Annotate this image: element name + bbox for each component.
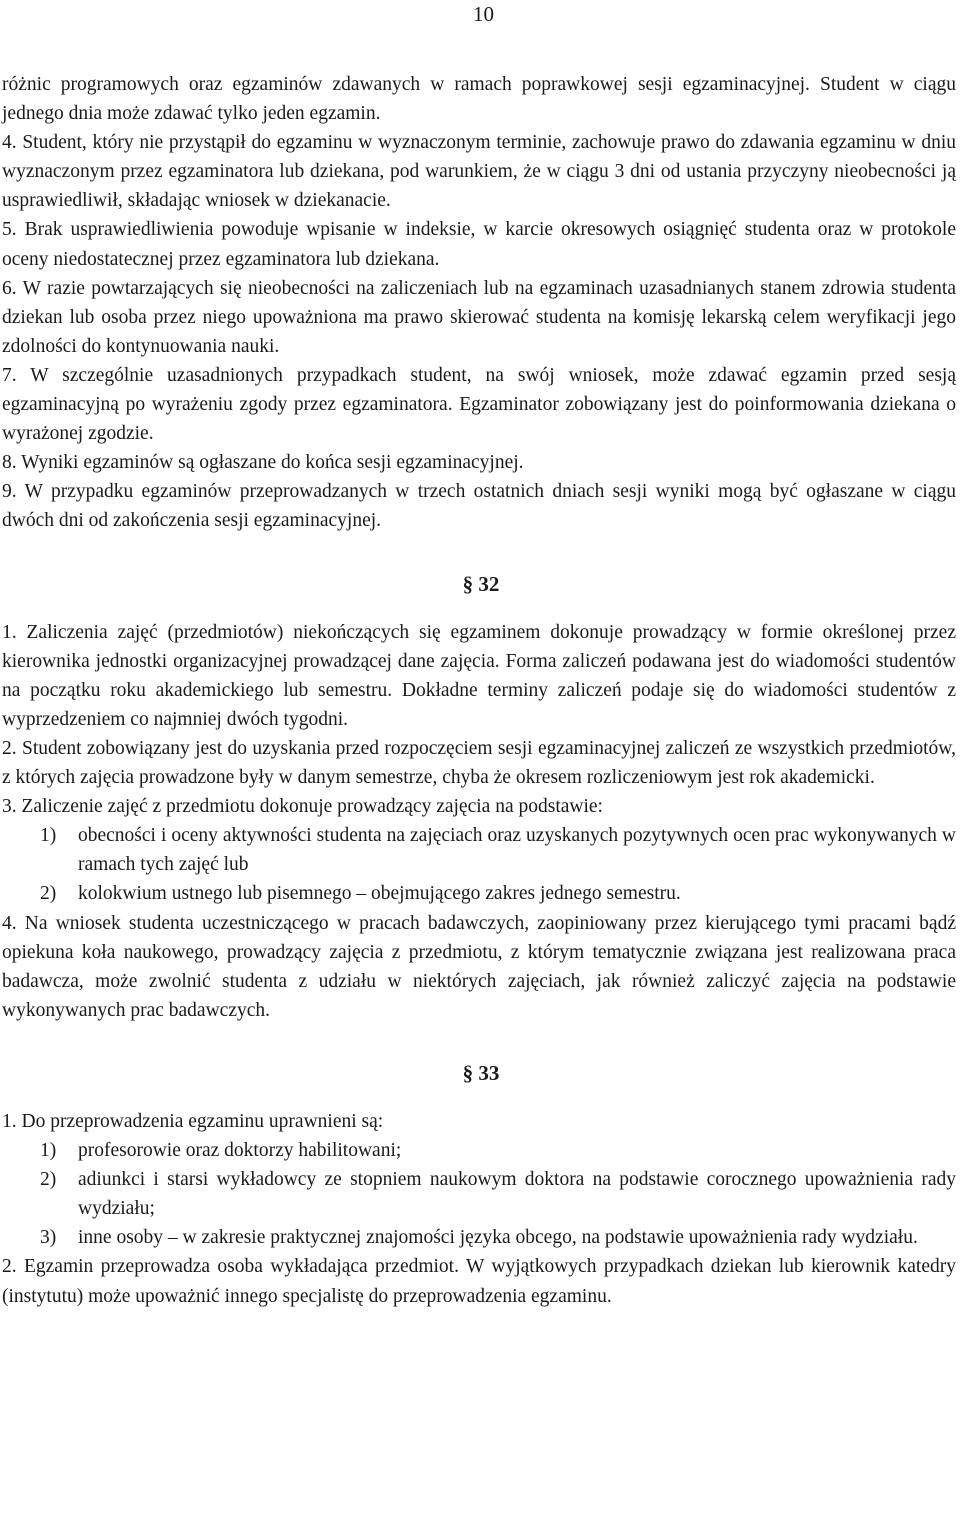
list-item-text: obecności i oceny aktywności studenta na zajęciach oraz uzyskanych pozytywnych ocen prac wykonywanych w ramach tych zajęć lub	[78, 825, 956, 876]
list-item	[2, 1165, 956, 1223]
document-body	[2, 70, 956, 1311]
page-number: 10	[473, 2, 494, 26]
section32-paragraph-4: 4. Na wniosek studenta uczestniczącego w pracach badawczych, zaopiniowany przez kierującego tymi pracami bądź opiekuna koła naukowego, prowadzący zajęcia z przedmiotu, z którym tematycznie związana jest realizowana praca badawcza, może zwolnić studenta z udziału w niektórych zajęciach, jak również zaliczyć zajęcia na podstawie wykonywanych prac badawczych.	[2, 912, 956, 1021]
paragraph-continuation: różnic programowych oraz egzaminów zdawanych w ramach poprawkowej sesji egzaminacyjnej. Student w ciągu jednego dnia może zdawać tylko jeden egzamin.	[2, 74, 956, 125]
list-item-number: 2)	[40, 883, 57, 905]
section-heading-33: § 33	[462, 1060, 500, 1085]
section33-paragraph-1: 1. Do przeprowadzenia egzaminu uprawnieni są:	[2, 1111, 384, 1132]
section33-paragraph-2: 2. Egzamin przeprowadza osoba wykładająca przedmiot. W wyjątkowych przypadkach dziekan lub kierownik katedry (instytutu) może upoważnić innego specjalistę do przeprowadzenia egzaminu.	[2, 1256, 956, 1307]
list-item	[2, 821, 956, 879]
list-item	[2, 1223, 956, 1252]
paragraph-item-4: 4. Student, który nie przystąpił do egzaminu w wyznaczonym terminie, zachowuje prawo do zdawania egzaminu w dniu wyznaczonym przez egzaminatora lub dziekana, pod warunkiem, że w ciągu 3 dni od ustania przyczyny nieobecności ją usprawiedliwił, składając wniosek w dziekanacie.	[2, 132, 956, 212]
list-item-text: profesorowie oraz doktorzy habilitowani;	[78, 1140, 402, 1162]
list-item-number: 1)	[40, 825, 57, 847]
paragraph-item-6: 6. W razie powtarzających się nieobecności na zaliczeniach lub na egzaminach uzasadnianych stanem zdrowia studenta dziekan lub osoba przez niego upoważniona ma prawo skierować studenta na komisję lekarską celem weryfikacji jego zdolności do kontynuowania nauki.	[2, 277, 956, 357]
section32-paragraph-2: 2. Student zobowiązany jest do uzyskania przed rozpoczęciem sesji egzaminacyjnej zaliczeń ze wszystkich przedmiotów, z których zajęcia prowadzone były w danym semestrze, chyba że okresem rozliczeniowym jest rok akademicki.	[2, 737, 956, 789]
list-item	[2, 1136, 956, 1165]
section32-paragraph-1: 1. Zaliczenia zajęć (przedmiotów) niekończących się egzaminem dokonuje prowadzący w formie określonej przez kierownika jednostki organizacyjnej prowadzącej dane zajęcia. Forma zaliczeń podawana jest do wiadomości studentów na początku roku akademickiego lub semestru. Dokładne terminy zaliczeń podaje się do wiadomości studentów z wyprzedzeniem co najmniej dwóch tygodni.	[2, 621, 956, 730]
paragraph-item-5: 5. Brak usprawiedliwienia powoduje wpisanie w indeksie, w karcie okresowych osiągnięć studenta oraz w protokole oceny niedostatecznej przez egzaminatora lub dziekana.	[2, 219, 956, 270]
section-heading-32: § 32	[462, 571, 500, 596]
section32-paragraph-3: 3. Zaliczenie zajęć z przedmiotu dokonuje prowadzący zajęcia na podstawie:	[2, 796, 603, 818]
list-item-text: kolokwium ustnego lub pisemnego – obejmującego zakres jednego semestru.	[78, 883, 681, 905]
list-item-number: 3)	[40, 1227, 57, 1249]
paragraph-item-8: 8. Wyniki egzaminów są ogłaszane do końca sesji egzaminacyjnej.	[2, 452, 524, 474]
paragraph-item-7: 7. W szczególnie uzasadnionych przypadkach student, na swój wniosek, może zdawać egzamin przed sesją egzaminacyjną po wyrażeniu zgody przez egzaminatora. Egzaminator zobowiązany jest do poinformowania dziekana o wyrażonej zgodzie.	[2, 364, 956, 445]
list-item	[2, 879, 956, 908]
list-item-text: adiunkci i starsi wykładowcy ze stopniem naukowym doktora na podstawie corocznego upoważnienia rady wydziału;	[78, 1169, 956, 1220]
paragraph-item-9: 9. W przypadku egzaminów przeprowadzanych w trzech ostatnich dniach sesji wyniki mogą być ogłaszane w ciągu dwóch dni od zakończenia sesji egzaminacyjnej.	[2, 481, 956, 532]
list-item-number: 2)	[40, 1169, 57, 1191]
list-item-number: 1)	[40, 1140, 57, 1162]
list-item-text: inne osoby – w zakresie praktycznej znajomości języka obcego, na podstawie upoważnienia rady wydziału.	[78, 1227, 918, 1249]
